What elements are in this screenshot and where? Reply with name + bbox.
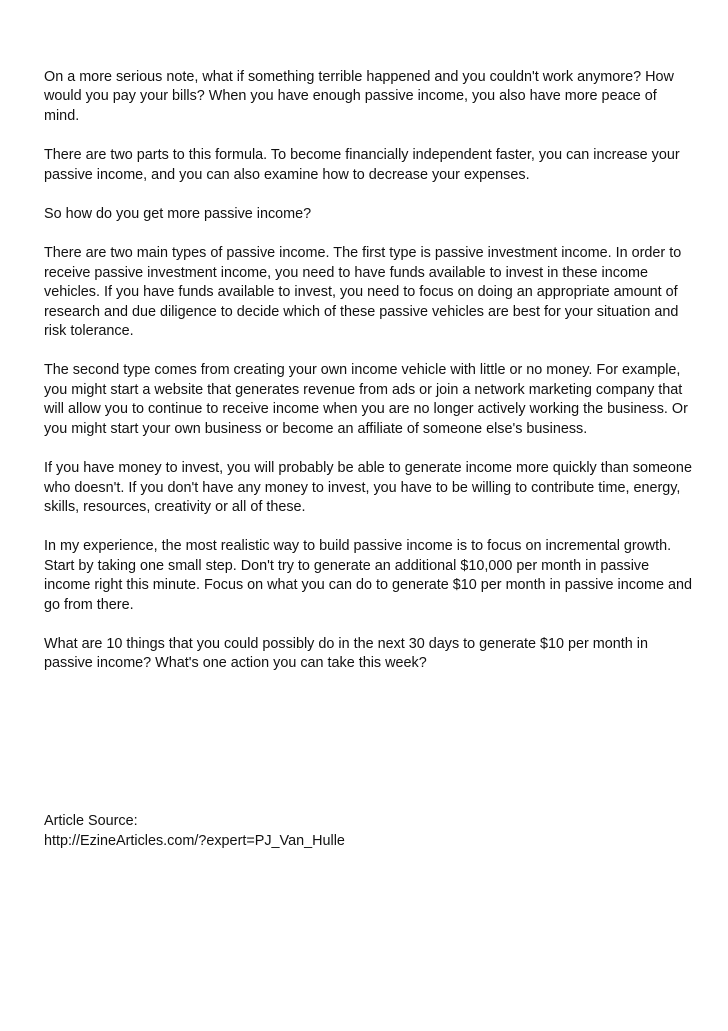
paragraph: If you have money to invest, you will probably be able to generate income more quickly than someone who doesn't. If you don't have any money to invest, you have to be willing to contribute time, energy, skills, resources, creativity or all of these. <box>44 460 692 515</box>
paragraph: There are two parts to this formula. To become financially independent faster, you can increase your passive income, and you can also examine how to decrease your expenses. <box>44 147 680 183</box>
paragraph: So how do you get more passive income? <box>44 206 312 223</box>
article-source-url[interactable]: http://EzineArticles.com/?expert=PJ_Van_Hulle <box>44 833 345 849</box>
paragraph: The second type comes from creating your own income vehicle with little or no money. For example, you might start a website that generates revenue from ads or join a network marketing company that will allow you to continue to receive income when you are no longer actively working the business. Or you might start your own business or become an affiliate of someone else's business. <box>44 362 688 437</box>
paragraph: There are two main types of passive income. The first type is passive investment income. In order to receive passive investment income, you need to have funds available to invest in these income vehicles. If you have funds available to invest, you need to focus on doing an appropriate amount of research and due diligence to decide which of these passive vehicles are best for your situation and risk tolerance. <box>44 245 682 340</box>
document-body <box>44 68 694 694</box>
paragraph: On a more serious note, what if something terrible happened and you couldn't work anymore? How would you pay your bills? When you have enough passive income, you also have more peace of mind. <box>44 69 674 124</box>
article-source-label: Article Source: <box>44 813 138 829</box>
paragraph: What are 10 things that you could possibly do in the next 30 days to generate $10 per month in passive income? What's one action you can take this week? <box>44 635 648 672</box>
article-source <box>44 811 694 851</box>
paragraph: In my experience, the most realistic way to build passive income is to focus on incremental growth. Start by taking one small step. Don't try to generate an additional $10,000 per month in passive income right this minute. Focus on what you can do to generate $10 per month in passive income and go from there. <box>44 538 692 613</box>
